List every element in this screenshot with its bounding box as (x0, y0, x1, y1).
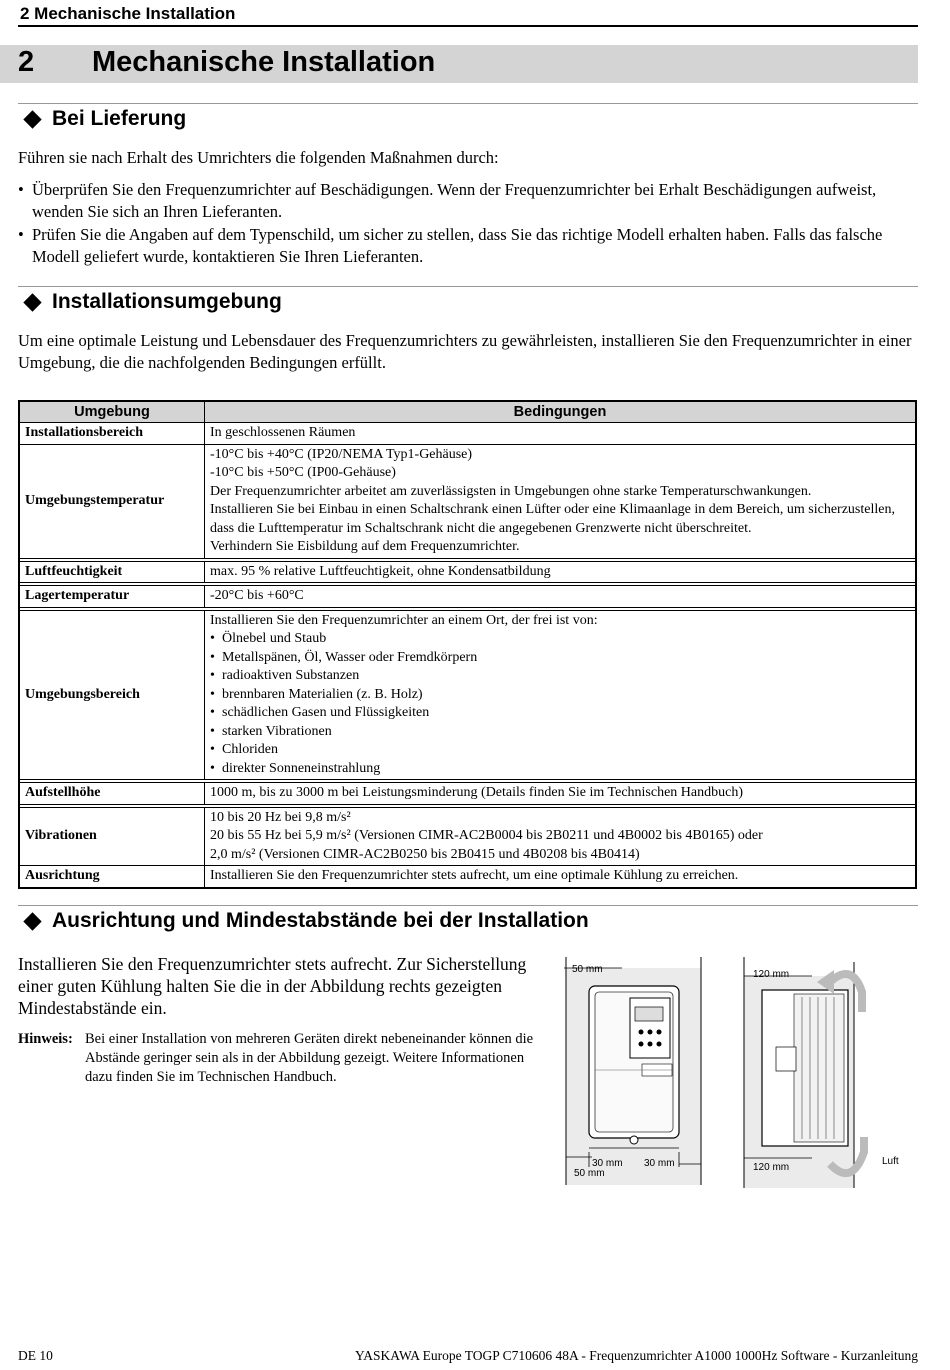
row-label: Lagertemperatur (19, 586, 205, 608)
row-label: Luftfeuchtigkeit (19, 561, 205, 583)
table-header-row (19, 401, 916, 423)
section-title-text: Ausrichtung und Mindestabstände bei der Installation (52, 909, 589, 932)
header-rule (18, 25, 918, 27)
heatsink (794, 994, 844, 1142)
section-rule (18, 103, 918, 104)
value-line: Installieren Sie den Frequenzumrichter an einem Ort, der frei ist von: (210, 612, 598, 628)
section-title-orientation (22, 909, 589, 933)
table-row (19, 423, 916, 445)
page-number: DE 10 (18, 1348, 53, 1363)
row-label: Umgebungsbereich (19, 610, 205, 780)
list-item: • schädlichen Gasen und Flüssigkeiten (210, 704, 910, 723)
diamond-icon (23, 110, 41, 128)
list-item: • radioaktiven Substanzen (210, 667, 910, 686)
section-title-text: Bei Lieferung (52, 107, 187, 130)
value-line: 2,0 m/s² (Versionen CIMR-AC2B0250 bis 2B0415 und 4B0208 bis 4B0414) (210, 846, 640, 862)
running-header: 2 Mechanische Installation (20, 4, 236, 23)
diamond-icon (23, 912, 41, 930)
front-left-clearance: 30 mm (592, 1158, 623, 1169)
row-value: max. 95 % relative Luftfeuchtigkeit, ohne Kondensatbildung (205, 561, 917, 583)
table-row (19, 783, 916, 805)
table-row (19, 586, 916, 608)
chapter-title: Mechanische Installation (92, 46, 436, 78)
row-value (205, 807, 917, 866)
value-line: 20 bis 55 Hz bei 5,9 m/s² (Versionen CIMR-AC2B0004 bis 2B0211 und 4B0002 bis 4B0165) oder (210, 828, 763, 843)
row-label: Umgebungstemperatur (19, 444, 205, 558)
list-item: • Ölnebel und Staub (210, 630, 910, 649)
row-label: Installationsbereich (19, 423, 205, 445)
keypad-display (635, 1007, 663, 1021)
row-value (205, 444, 917, 558)
table-row (19, 561, 916, 583)
side-label (776, 1047, 796, 1071)
bullet-icon: • (18, 180, 24, 199)
list-item: • Metallspänen, Öl, Wasser oder Fremdkörpern (210, 649, 910, 668)
airflow-label: Luft (882, 1156, 899, 1167)
table-header-cell: Umgebung (19, 401, 205, 423)
bullet-text: Prüfen Sie die Angaben auf dem Typenschild, um sicher zu stellen, dass Sie das richtige Modell erhalten haben. Falls das falsche Modell geliefert wurde, kontaktieren Sie Ihren Lieferanten. (32, 225, 883, 266)
front-right-clearance: 30 mm (644, 1158, 675, 1169)
row-label: Aufstellhöhe (19, 783, 205, 805)
keypad-button-icon (639, 1042, 644, 1047)
keypad-button-icon (648, 1042, 653, 1047)
note (18, 1030, 548, 1087)
row-label: Vibrationen (19, 807, 205, 866)
value-line: -10°C bis +50°C (IP00-Gehäuse) (210, 465, 396, 480)
list-item: • starken Vibrationen (210, 723, 910, 742)
delivery-intro: Führen sie nach Erhalt des Umrichters die folgenden Maßnahmen durch: (18, 148, 499, 167)
keypad-button-icon (639, 1030, 644, 1035)
section-title-text: Installationsumgebung (52, 290, 282, 313)
row-label: Ausrichtung (19, 866, 205, 888)
screw-icon (630, 1136, 638, 1144)
note-label: Hinweis: (18, 1031, 73, 1047)
environment-intro: Um eine optimale Leistung und Lebensdauer des Frequenzumrichters zu gewährleisten, installieren Sie den Frequenzumrichter in einer Umgebung, die die nachfolgenden Bedingungen erfüllt. (18, 331, 912, 372)
keypad-button-icon (657, 1030, 662, 1035)
value-line: -10°C bis +40°C (IP20/NEMA Typ1-Gehäuse) (210, 446, 473, 462)
bullet-icon: • (18, 225, 24, 244)
bullet-text: Überprüfen Sie den Frequenzumrichter auf Beschädigungen. Wenn der Frequenzumrichter bei Erhalt Beschädigungen aufweist, wenden Sie sich an Ihren Lieferanten. (32, 180, 877, 221)
note-text: Bei einer Installation von mehreren Geräten direkt nebeneinander können die Abstände geringer sein als in der Abbildung gezeigt. Weitere Informationen dazu finden Sie im Technischen Handbuch. (85, 1031, 534, 1085)
chapter-number: 2 (18, 46, 35, 78)
value-line: Installieren Sie bei Einbau in einen Schaltschrank einen Lüfter oder eine Klimaanlage in dem Bereich, um sicherzustellen, dass die Lufttemperatur im Schaltschrank nicht die angegebenen Grenzwerte nicht überschreitet. (210, 502, 895, 536)
orientation-text: Installieren Sie den Frequenzumrichter stets aufrecht. Zur Sicherstellung einer guten Kühlung halten Sie die in der Abbildung rechts gezeigten Mindestabstände ein. (18, 954, 527, 1018)
delivery-bullet (18, 179, 918, 223)
row-value: -20°C bis +60°C (205, 586, 917, 608)
list-item: • direkter Sonneneinstrahlung (210, 760, 910, 779)
row-value: 1000 m, bis zu 3000 m bei Leistungsminderung (Details finden Sie im Technischen Handbuch) (205, 783, 917, 805)
section-rule (18, 905, 918, 906)
row-value: In geschlossenen Räumen (205, 423, 917, 445)
table-row (19, 610, 916, 780)
row-value (205, 610, 917, 780)
row-value: Installieren Sie den Frequenzumrichter stets aufrecht, um eine optimale Kühlung zu erreichen. (205, 866, 917, 888)
keypad-button-icon (657, 1042, 662, 1047)
value-line: Verhindern Sie Eisbildung auf dem Frequenzumrichter. (210, 539, 520, 554)
clearance-figure (562, 952, 912, 1192)
delivery-bullet (18, 224, 918, 268)
list-item: • Chloriden (210, 741, 910, 760)
section-rule (18, 286, 918, 287)
side-top-clearance: 120 mm (753, 969, 790, 980)
environment-table (18, 400, 917, 889)
diamond-icon (23, 293, 41, 311)
value-line: 10 bis 20 Hz bei 9,8 m/s² (210, 809, 351, 825)
front-bottom-clearance: 50 mm (574, 1168, 605, 1179)
footer-doc-title: YASKAWA Europe TOGP C710606 48A - Frequenzumrichter A1000 1000Hz Software - Kurzanleitung (355, 1348, 918, 1363)
table-header-cell: Bedingungen (205, 401, 917, 423)
list-item: • brennbaren Materialien (z. B. Holz) (210, 686, 910, 705)
value-line: Der Frequenzumrichter arbeitet am zuverlässigsten in Umgebungen ohne starke Temperaturschwankungen. (210, 483, 812, 499)
side-bottom-clearance: 120 mm (753, 1162, 790, 1173)
front-top-clearance: 50 mm (572, 964, 603, 975)
front-view (564, 957, 701, 1185)
side-view (744, 957, 899, 1188)
section-title-environment (22, 290, 282, 314)
section-title-delivery (22, 107, 186, 131)
table-row (19, 866, 916, 888)
table-row (19, 807, 916, 866)
keypad-button-icon (648, 1030, 653, 1035)
table-row (19, 444, 916, 558)
